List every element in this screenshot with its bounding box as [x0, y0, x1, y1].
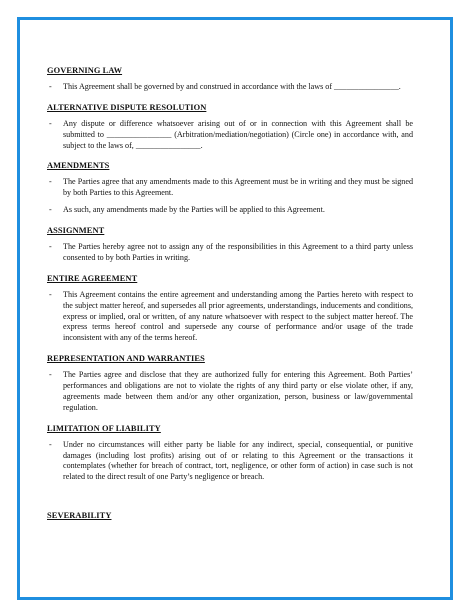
bullet-dash: - — [49, 370, 52, 380]
list-item — [47, 177, 413, 199]
clause-text: This Agreement shall be governed by and construed in accordance with the laws of ________________. — [63, 81, 401, 91]
clause-text: The Parties agree and disclose that they are authorized fully for entering this Agreement. Both Parties’ performances and obligations are not to violate the rights of any third party or else violate other, if any, agreements made between them and/or any other organization, person, business or law/governmental regulation. — [63, 370, 413, 412]
clause-text: Under no circumstances will either party be liable for any indirect, special, consequential, or punitive damages (including lost profits) arising out of or relating to this Agreement or the transactions it contemplates (whether for breach of contract, tort, negligence, or other form of action) in case such is not related to the direct result of one Party’s negligence or breach. — [63, 439, 413, 482]
list-item — [47, 440, 413, 484]
bullet-dash: - — [49, 205, 52, 215]
section-heading-amendments: AMENDMENTS — [47, 161, 110, 171]
list-item — [47, 370, 413, 414]
bullet-dash: - — [49, 289, 52, 299]
clause-text: This Agreement contains the entire agreement and understanding among the Parties hereto with respect to the subject matter hereof, and supersedes all prior agreements, understandings, inducements and conditions, express or implied, oral or written, of any nature whatsoever with respect to the subject matter hereof. The express terms hereof control and supersede any course of performance and/or usage of the trade inconsistent with any of the terms hereof. — [63, 289, 413, 343]
bullet-dash: - — [49, 177, 52, 187]
clause-text: Any dispute or difference whatsoever arising out of or in connection with this Agreement shall be submitted to ________________ (Arbitration/mediation/negotiation) (Circle one) in accordance with, and subject to the laws of, ________________. — [63, 118, 413, 150]
bullet-dash: - — [49, 81, 52, 91]
list-item — [47, 205, 413, 216]
section-heading-representation-warranties: REPRESENTATION AND WARRANTIES — [47, 354, 205, 364]
bullet-dash: - — [49, 241, 52, 251]
section-heading-entire-agreement: ENTIRE AGREEMENT — [47, 273, 138, 283]
bullet-dash: - — [49, 439, 52, 449]
bullet-dash: - — [49, 118, 52, 128]
section-heading-dispute-resolution: ALTERNATIVE DISPUTE RESOLUTION — [47, 102, 207, 112]
section-heading-severability: SEVERABILITY — [47, 511, 112, 521]
list-item — [47, 290, 413, 345]
list-item — [47, 119, 413, 152]
list-item — [47, 242, 413, 264]
section-heading-assignment: ASSIGNMENT — [47, 226, 105, 236]
document-body — [47, 66, 413, 522]
section-heading-limitation-of-liability: LIMITATION OF LIABILITY — [47, 423, 161, 433]
clause-text: The Parties agree that any amendments made to this Agreement must be in writing and they must be signed by both Parties to this Agreement. — [63, 177, 413, 198]
section-heading-governing-law: GOVERNING LAW — [47, 66, 123, 75]
clause-text: The Parties hereby agree not to assign any of the responsibilities in this Agreement to a third party unless consented to by both Parties in writing. — [63, 241, 413, 262]
clause-text: As such, any amendments made by the Parties will be applied to this Agreement. — [63, 205, 325, 215]
list-item — [47, 82, 413, 93]
